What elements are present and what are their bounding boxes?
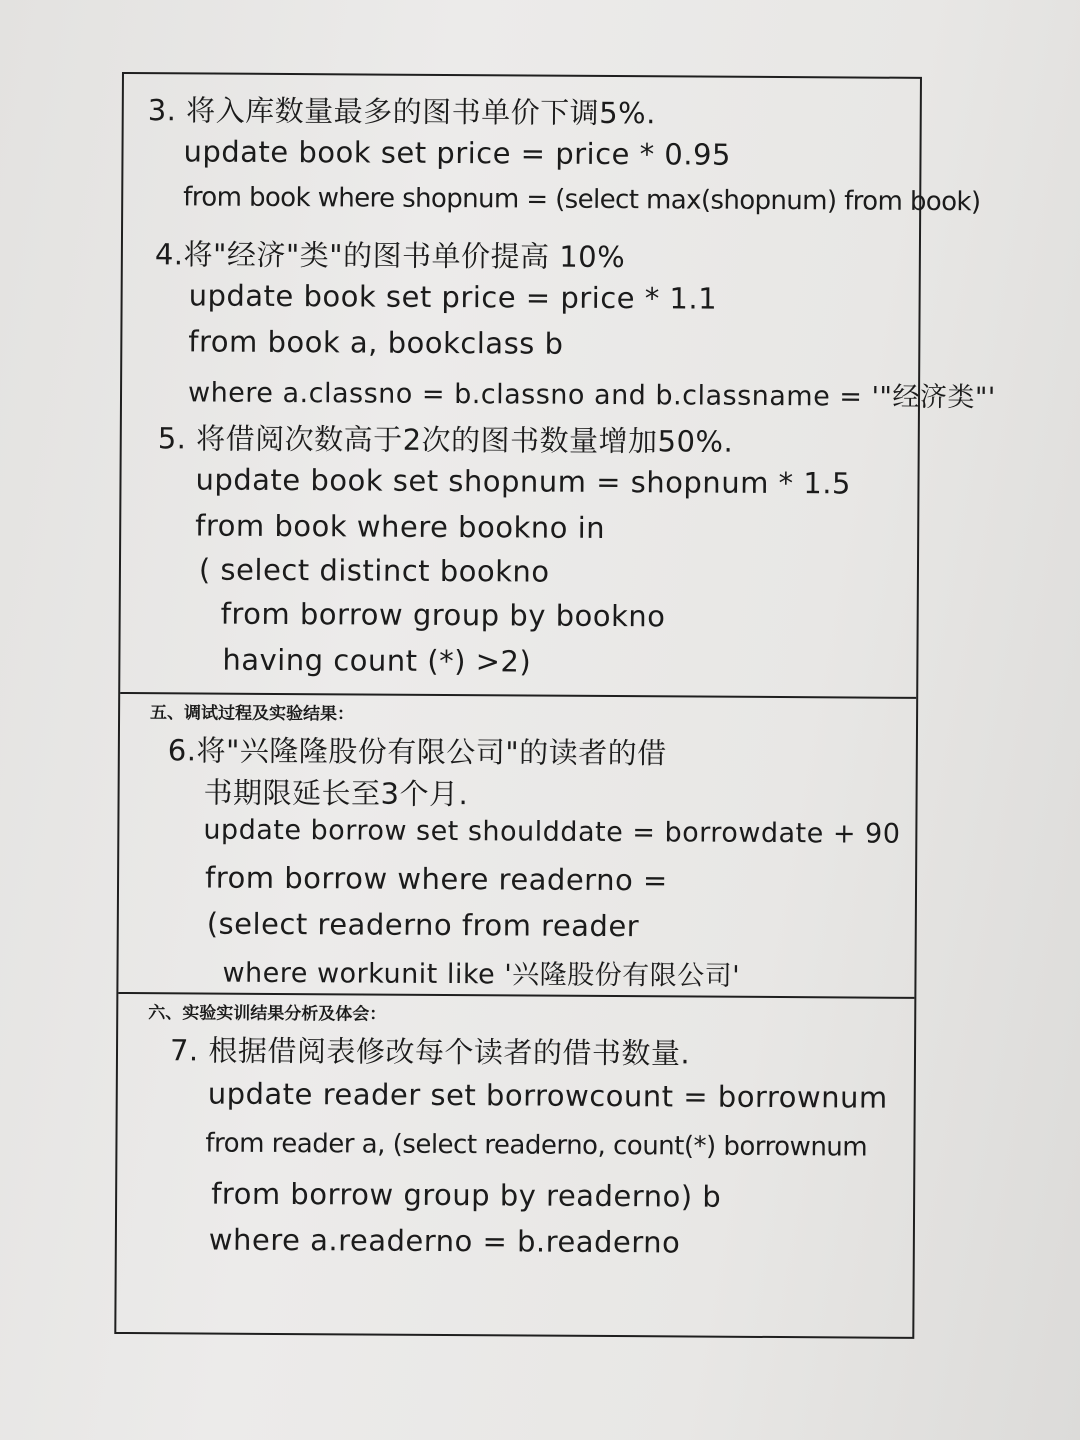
task-4-sql-line-3: where a.classno = b.classno and b.classname = '"经济类"' [187, 377, 996, 414]
task-4-sql-line-1: update book set price = price * 1.1 [188, 278, 718, 316]
task-3-title: 3. 将入库数量最多的图书单价下调5%. [147, 93, 656, 131]
task-7-sql-line-1: update reader set borrowcount = borrownum [207, 1076, 888, 1115]
task-5-title: 5. 将借阅次数高于2次的图书数量增加50%. [157, 421, 734, 459]
task-6-sql-line-3: (select readerno from reader [206, 906, 640, 944]
lab-report-table [114, 72, 996, 1339]
task-5-sql-line-4: from borrow group by bookno [220, 596, 666, 634]
task-6-sql-line-1: update borrow set shoulddate = borrowdate + 90 [203, 814, 901, 850]
task-3-sql-line-2: from book where shopnum = (select max(shopnum) from book) [183, 182, 981, 218]
task-4-sql-line-2: from book a, bookclass b [188, 324, 564, 361]
task-7-title: 7. 根据借阅表修改每个读者的借书数量. [169, 1033, 691, 1071]
task-4-title: 4.将"经济"类"的图书单价提高 10% [154, 237, 626, 275]
task-7-sql-line-4: where a.readerno = b.readerno [208, 1222, 681, 1260]
section-header-debug-results: 五、调试过程及实验结果： [150, 703, 355, 725]
section-debug-results [118, 692, 916, 997]
task-5-sql-line-3: ( select distinct bookno [198, 552, 550, 589]
task-5-sql-line-1: update book set shopnum = shopnum * 1.5 [195, 462, 852, 501]
task-5-sql-line-2: from book where bookno in [195, 508, 606, 545]
section-header-analysis-reflection: 六、实验实训结果分析及体会： [148, 1003, 387, 1025]
task-3-sql-line-1: update book set price = price * 0.95 [183, 134, 732, 172]
section-analysis-reflection [116, 992, 914, 1339]
task-5-sql-line-5: having count (*) >2) [222, 642, 532, 679]
task-7-sql-line-3: from borrow group by readerno) b [211, 1176, 722, 1214]
task-6-sql-line-4: where workunit like '兴隆股份有限公司' [222, 957, 741, 992]
task-6-title-line-1: 6.将"兴隆隆股份有限公司"的读者的借 [167, 733, 667, 771]
task-7-sql-line-2: from reader a, (select readerno, count(*) borrownum [205, 1128, 868, 1163]
task-6-title-line-2: 书期限延长至3个月. [203, 775, 469, 812]
task-6-sql-line-2: from borrow where readerno = [204, 860, 668, 898]
section-sql-tasks-3-5 [120, 74, 996, 697]
